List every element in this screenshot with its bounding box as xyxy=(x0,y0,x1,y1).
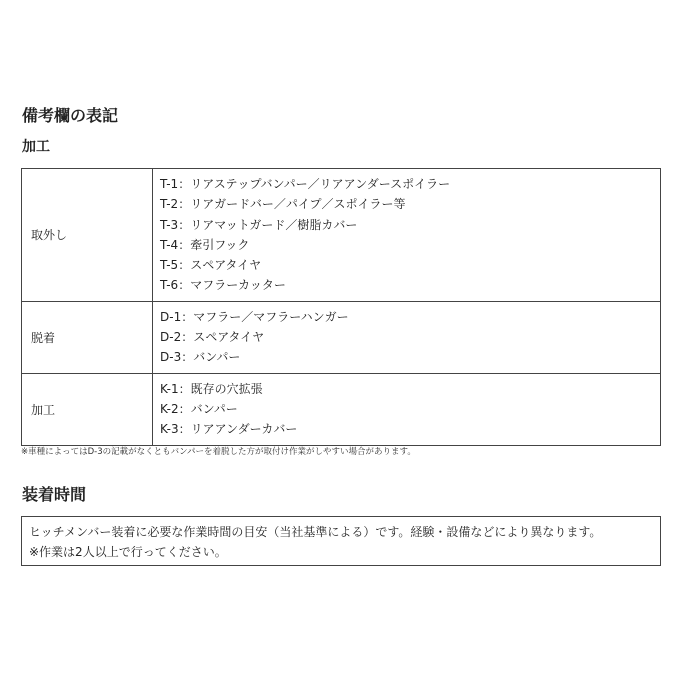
install-time-line: ※作業は2人以上で行ってください。 xyxy=(29,545,227,559)
list-item: D-2：スペアタイヤ xyxy=(160,330,265,345)
list-item: T-5：スペアタイヤ xyxy=(160,258,262,273)
list-item: T-3：リアマットガード／樹脂カバー xyxy=(160,217,358,232)
list-item: T-2：リアガードバー／パイプ／スポイラー等 xyxy=(160,197,406,212)
items-cell xyxy=(153,301,661,373)
list-item: K-1：既存の穴拡張 xyxy=(160,381,263,396)
category-cell: 加工 xyxy=(22,373,153,445)
category-cell: 脱着 xyxy=(22,301,153,373)
list-item: T-6：マフラーカッター xyxy=(160,278,286,293)
list-item: D-1：マフラー／マフラーハンガー xyxy=(160,309,349,324)
table-row xyxy=(22,373,661,445)
remarks-title: 備考欄の表記 xyxy=(22,106,119,125)
list-item: T-1：リアステップバンパー／リアアンダースポイラー xyxy=(160,177,451,191)
table-row xyxy=(22,169,661,302)
items-cell xyxy=(153,169,661,302)
list-item: T-4：牽引フック xyxy=(160,237,250,252)
remarks-table xyxy=(21,168,661,446)
install-time-line: ヒッチメンバー装着に必要な作業時間の目安（当社基準による）です。経験・設備などにより異なります。 xyxy=(29,525,602,539)
table-row xyxy=(22,301,661,373)
category-cell: 取外し xyxy=(22,169,153,302)
list-item: K-2：バンパー xyxy=(160,401,238,416)
remarks-subtitle: 加工 xyxy=(22,139,50,155)
remarks-note: ※車種によってはD-3の記載がなくともバンパーを着脱した方が取付け作業がしやすい場合があります。 xyxy=(21,447,416,457)
items-cell xyxy=(153,373,661,445)
list-item: K-3：リアアンダーカバー xyxy=(160,422,298,437)
install-time-title: 装着時間 xyxy=(22,485,87,504)
install-time-box xyxy=(21,516,661,566)
list-item: D-3：バンパー xyxy=(160,350,241,365)
